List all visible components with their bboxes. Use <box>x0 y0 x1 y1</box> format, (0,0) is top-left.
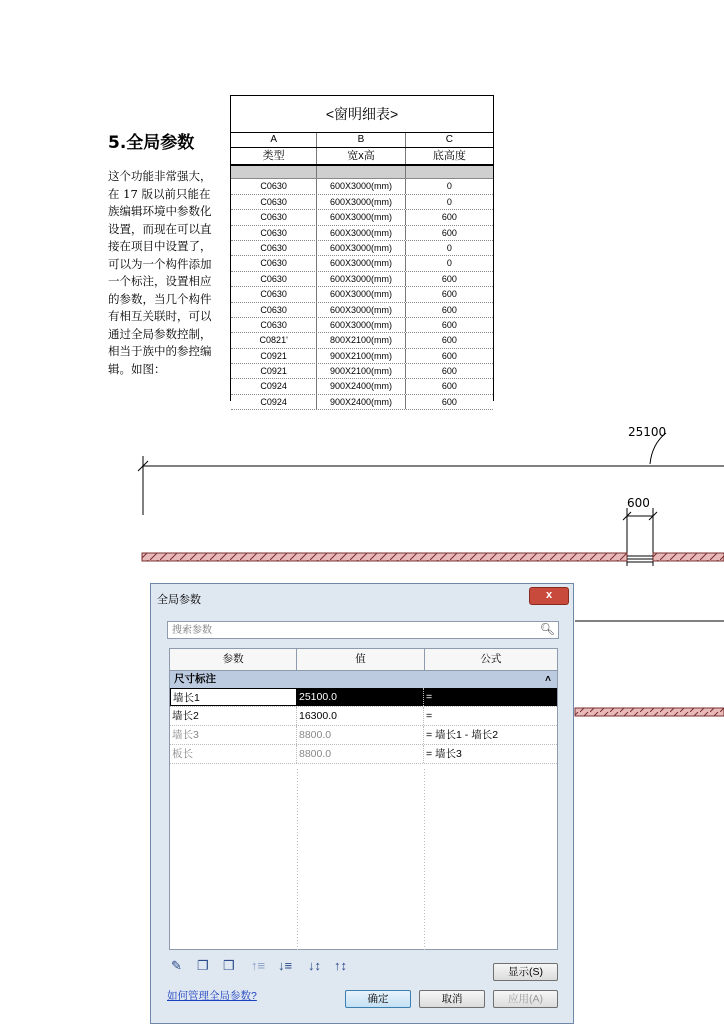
schedule-cell: C0630 <box>231 318 317 332</box>
schedule-row <box>231 333 493 348</box>
schedule-cell: C0630 <box>231 179 317 193</box>
parameters-grid <box>169 648 558 950</box>
group-label: 尺寸标注 <box>174 673 216 685</box>
schedule-cell: 600 <box>441 396 457 407</box>
schedule-title: <窗明细表> <box>231 96 493 133</box>
schedule-cell: C0821' <box>231 333 317 347</box>
column-header-formula[interactable]: 公式 <box>480 653 502 665</box>
parameter-row[interactable] <box>170 726 557 745</box>
schedule-cell: 600 <box>441 319 457 330</box>
section-title: 5.全局参数 <box>108 133 195 153</box>
schedule-cell: 800X2100(mm) <box>317 333 405 347</box>
schedule-row <box>231 287 493 302</box>
schedule-row <box>231 364 493 379</box>
parameter-name[interactable]: 板长 <box>170 745 297 763</box>
schedule-cell: 600 <box>441 335 457 346</box>
parameter-name[interactable]: 墙长1 <box>170 688 297 706</box>
schedule-row <box>231 272 493 287</box>
schedule-cell: C0921 <box>231 349 317 363</box>
parameter-formula[interactable]: = 墙长3 <box>426 748 462 760</box>
schedule-cell: 0 <box>446 242 452 253</box>
search-input[interactable] <box>168 622 536 638</box>
schedule-rows <box>231 179 493 410</box>
parameter-value: 8800.0 <box>297 726 424 744</box>
schedule-cell: 600X3000(mm) <box>317 210 405 224</box>
body-line: 可以为一个构件添加 <box>108 256 212 271</box>
body-line: 在 17 版以前只能在 <box>108 186 211 201</box>
body-line: 接在项目中设置了， <box>108 239 212 253</box>
schedule-row <box>231 256 493 271</box>
sort-ascending-icon[interactable]: ↓↕ <box>308 958 321 973</box>
schedule-cell: 600X3000(mm) <box>317 256 405 270</box>
schedule-cell: C0630 <box>231 241 317 255</box>
schedule-cell: 600X3000(mm) <box>317 241 405 255</box>
parameter-name[interactable]: 墙长2 <box>170 707 297 725</box>
schedule-cell: C0921 <box>231 364 317 378</box>
wall <box>142 553 627 561</box>
column-letter: C <box>445 134 453 145</box>
schedule-row <box>231 349 493 364</box>
cancel-button[interactable]: 取消 <box>419 990 485 1008</box>
schedule-cell: 0 <box>446 181 452 192</box>
ok-button[interactable]: 确定 <box>345 990 411 1008</box>
schedule-cell: 900X2400(mm) <box>317 379 405 393</box>
schedule-row <box>231 226 493 241</box>
schedule-cell: C0630 <box>231 226 317 240</box>
schedule-row <box>231 318 493 333</box>
parameter-value[interactable]: 16300.0 <box>297 707 424 725</box>
search-box <box>167 621 559 639</box>
schedule-row <box>231 179 493 194</box>
move-down-icon[interactable]: ↓≡ <box>278 958 293 973</box>
schedule-cell: 600 <box>441 350 457 361</box>
column-header-value[interactable]: 值 <box>297 649 424 670</box>
body-paragraph <box>108 168 232 378</box>
delete-parameter-icon[interactable]: ❒ <box>223 958 235 973</box>
schedule-row <box>231 195 493 210</box>
schedule-cell: 600 <box>441 273 457 284</box>
schedule-cell: 600X3000(mm) <box>317 272 405 286</box>
collapse-icon[interactable]: ˄ <box>545 674 551 685</box>
schedule-cell: C0924 <box>231 379 317 393</box>
schedule-row <box>231 303 493 318</box>
schedule-cell: C0630 <box>231 210 317 224</box>
schedule-cell: 0 <box>446 196 452 207</box>
schedule-cell: 600X3000(mm) <box>317 179 405 193</box>
schedule-cell: 600 <box>441 381 457 392</box>
close-button[interactable]: x <box>529 587 569 605</box>
parameter-formula[interactable]: = <box>426 710 433 722</box>
schedule-row <box>231 241 493 256</box>
global-parameters-dialog <box>150 583 574 1024</box>
schedule-cell: 600X3000(mm) <box>317 318 405 332</box>
schedule-cell: 900X2100(mm) <box>317 349 405 363</box>
schedule-cell: C0630 <box>231 256 317 270</box>
schedule-column-letters <box>231 133 493 148</box>
apply-button[interactable]: 应用(A) <box>493 990 558 1008</box>
body-line: 的参数，当几个构件 <box>108 291 212 306</box>
wall <box>575 708 724 716</box>
dimension-label-small: 600 <box>627 496 650 510</box>
schedule-cell: 900X2100(mm) <box>317 364 405 378</box>
schedule-cell: 600X3000(mm) <box>317 287 405 301</box>
help-link[interactable]: 如何管理全局参数? <box>167 990 257 1002</box>
move-up-icon[interactable]: ↑≡ <box>251 958 266 973</box>
wall <box>653 553 724 561</box>
schedule-cell: 0 <box>446 258 452 269</box>
column-letter: A <box>231 133 317 147</box>
schedule-cell: 600 <box>441 304 457 315</box>
column-letter: B <box>317 133 405 147</box>
parameter-row[interactable] <box>170 688 557 707</box>
dialog-title: 全局参数 <box>157 594 201 606</box>
body-line: 族编辑环境中参数化 <box>108 204 212 218</box>
parameter-name[interactable]: 墙长3 <box>170 726 297 744</box>
parameter-value[interactable]: 25100.0 <box>297 688 424 706</box>
schedule-cell: 600 <box>441 289 457 300</box>
window-schedule <box>230 95 494 407</box>
parameter-formula[interactable]: = <box>424 688 557 706</box>
schedule-cell: 600X3000(mm) <box>317 303 405 317</box>
body-line: 辑。如图： <box>108 361 166 376</box>
schedule-cell: C0630 <box>231 303 317 317</box>
schedule-cell: 600 <box>441 227 457 238</box>
dimension-label-large: 25100 <box>628 425 667 439</box>
grid-header <box>170 649 557 671</box>
schedule-header-row <box>231 148 493 166</box>
schedule-cell: C0630 <box>231 272 317 286</box>
schedule-cell: C0924 <box>231 395 317 409</box>
sort-descending-icon[interactable]: ↑↕ <box>334 958 347 973</box>
group-row-dimensions[interactable] <box>170 671 557 688</box>
schedule-row <box>231 379 493 394</box>
schedule-cell: C0630 <box>231 195 317 209</box>
column-header-parameter[interactable]: 参数 <box>170 649 297 670</box>
edit-icon[interactable]: ✎ <box>171 958 182 973</box>
schedule-group-band <box>231 166 493 179</box>
schedule-header: 底高度 <box>432 150 466 163</box>
schedule-cell: 600 <box>441 366 457 377</box>
parameter-row[interactable] <box>170 707 557 726</box>
body-line: 一个标注，设置相应 <box>108 274 212 288</box>
body-line: 这个功能非常强大， <box>108 169 212 183</box>
show-button[interactable]: 显示(S) <box>493 963 558 981</box>
schedule-cell: 600X3000(mm) <box>317 226 405 240</box>
parameter-value: 8800.0 <box>297 745 424 763</box>
schedule-cell: 900X2400(mm) <box>317 395 405 409</box>
body-line: 设置，而现在可以直 <box>108 221 212 236</box>
schedule-header: 宽x高 <box>317 148 405 164</box>
schedule-header: 类型 <box>231 148 317 164</box>
new-parameter-icon[interactable]: ❐ <box>197 958 209 973</box>
body-line: 有相互关联时，可以 <box>108 309 212 323</box>
schedule-row <box>231 210 493 225</box>
parameter-row[interactable] <box>170 745 557 764</box>
schedule-cell: 600 <box>441 212 457 223</box>
body-line: 相当于族中的参控编 <box>108 344 212 358</box>
schedule-cell: C0630 <box>231 287 317 301</box>
body-line: 通过全局参数控制， <box>108 326 212 341</box>
schedule-cell: 600X3000(mm) <box>317 195 405 209</box>
parameter-formula[interactable]: = 墙长1 - 墙长2 <box>426 729 499 741</box>
search-icon[interactable]: 🔍︎ <box>539 622 555 636</box>
